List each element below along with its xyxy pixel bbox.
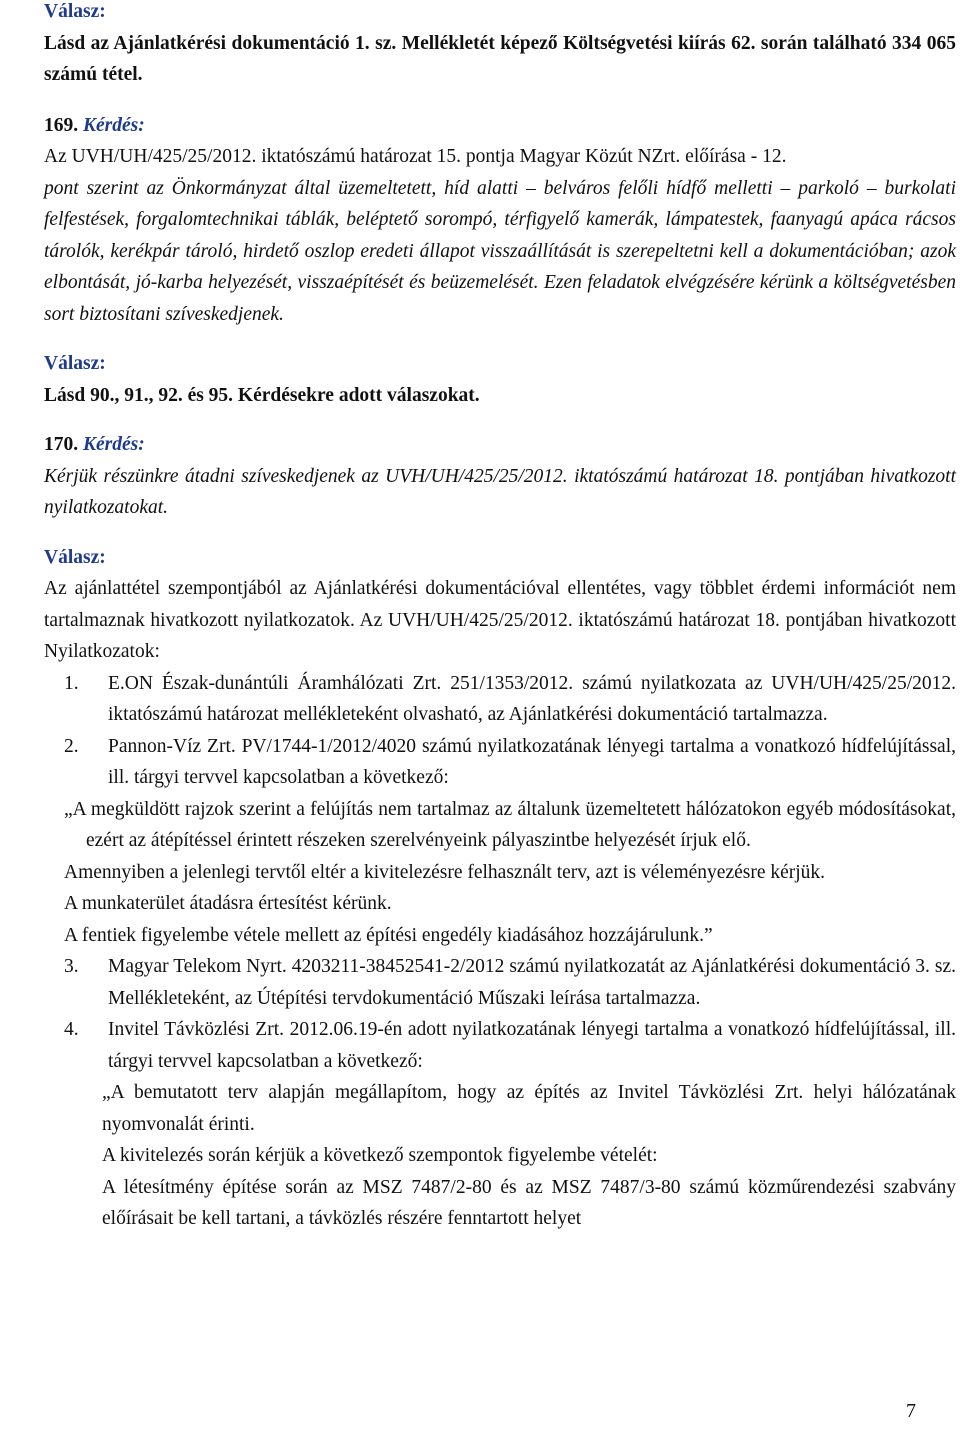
list-text: E.ON Észak-dunántúli Áramhálózati Zrt. 251/1353/2012. számú nyilatkozata az UVH/UH/425/25/2012. iktatószámú határozat mellékleteként olvasható, az Ajánlatkérési dokumentáció tartalmazza. — [108, 672, 956, 725]
quote-paragraph: A fentiek figyelembe vétele mellett az építési engedély kiadásához hozzájárulunk.” — [64, 924, 713, 946]
answer-170 — [44, 542, 956, 1235]
list-text: Pannon-Víz Zrt. PV/1744-1/2012/4020 számú nyilatkozatának lényegi tartalma a vonatkozó hídfelújítással, ill. tárgyi tervvel kapcsolatban a következő: — [108, 735, 956, 788]
list-number: 4. — [64, 1019, 79, 1040]
question-header — [44, 110, 956, 142]
question-label: Kérdés: — [83, 434, 145, 455]
answer-intro: Az ajánlattétel szempontjából az Ajánlatkérési dokumentációval ellentétes, vagy többlet érdemi információt nem tartalmaznak hivatkozott nyilatkozatok. Az UVH/UH/425/25/2012. iktatószámú határozat 18. pontjában hivatkozott Nyilatkozatok: — [44, 578, 956, 662]
question-number: 169. — [44, 114, 79, 136]
quote-paragraph: „A bemutatott terv alapján megállapítom, hogy az építés az Invitel Távközlési Zrt. helyi hálózatának nyomvonalát érinti. — [102, 1082, 956, 1135]
quote-paragraph: A kivitelezés során kérjük a következő szempontok figyelembe vételét: — [102, 1145, 658, 1166]
question-text: Kérjük részünkre átadni szíveskedjenek az UVH/UH/425/25/2012. iktatószámú határozat 18. pontjában hivatkozott nyilatkozatokat. — [44, 465, 956, 518]
quote-paragraph: A munkaterület átadásra értesítést kérünk. — [64, 893, 392, 914]
answer-label: Válasz: — [44, 546, 106, 568]
answer-label: Válasz: — [44, 353, 106, 374]
document-page — [44, 0, 956, 1235]
question-169 — [44, 110, 956, 331]
question-line-1: Az UVH/UH/425/25/2012. iktatószámú határozat 15. pontja Magyar Közút NZrt. előírása - 12. — [44, 146, 787, 167]
answer-169 — [44, 348, 956, 411]
question-label: Kérdés: — [83, 114, 145, 136]
answer-text: Lásd 90., 91., 92. és 95. Kérdésekre adott válaszokat. — [44, 384, 480, 406]
question-170 — [44, 429, 956, 524]
quote-paragraph: Amennyiben a jelenlegi tervtől eltér a kivitelezésre felhasznált terv, azt is véleményezésre kérjük. — [64, 861, 826, 883]
answer-text: Lásd az Ajánlatkérési dokumentáció 1. sz. Mellékletét képező Költségvetési kiírás 62. során található 334 065 számú tétel. — [44, 32, 956, 85]
list-text: Magyar Telekom Nyrt. 4203211-38452541-2/2012 számú nyilatkozatát az Ajánlatkérési dokumentáció 3. sz. Mellékleteként, az Útépítési tervdokumentáció Műszaki leírása tartalmazza. — [108, 956, 956, 1009]
quote-paragraph: „A megküldött rajzok szerint a felújítás nem tartalmaz az általunk üzemeltetett hálózatokon egyéb módosításokat, ezért az átépítéssel érintett részeken szerelvényeink pályaszintbe helyezését írjuk elő. — [64, 798, 956, 851]
list-item — [44, 1014, 956, 1077]
page-number: 7 — [906, 1400, 916, 1422]
answer-label: Válasz: — [44, 1, 106, 22]
question-number: 170. — [44, 434, 79, 455]
question-header — [44, 429, 956, 461]
list-item — [44, 731, 956, 794]
list-text: Invitel Távközlési Zrt. 2012.06.19-én adott nyilatkozatának lényegi tartalma a vonatkozó hídfelújítással, ill. tárgyi tervvel kapcsolatban a következő: — [108, 1019, 956, 1072]
quote-paragraph: A létesítmény építése során az MSZ 7487/2-80 és az MSZ 7487/3-80 számú közműrendezési szabvány előírásait be kell tartani, a távközlés részére fenntartott helyet — [102, 1176, 956, 1229]
list-number: 1. — [64, 672, 79, 694]
list-number: 3. — [64, 956, 79, 977]
list-number: 2. — [64, 735, 79, 757]
list-item — [44, 668, 956, 731]
question-text: pont szerint az Önkormányzat által üzemeltetett, híd alatti – belváros felőli hídfő melletti – parkoló – burkolati felfestések, forgalomtechnikai táblák, beléptető sorompó, térfigyelő kamerák, lámpatestek, faanyagú apáca rácsos tárolók, kerékpár tároló, hirdető oszlop eredeti állapot visszaállítását is szerepeltetni kell a dokumentációban; azok elbontását, jó-karba helyezését, visszaépítését és beüzemelését. Ezen feladatok elvégzésére kérünk a költségvetésben sort biztosítani szíveskedjenek. — [44, 177, 956, 325]
answer-168 — [44, 0, 956, 91]
list-item — [44, 951, 956, 1014]
